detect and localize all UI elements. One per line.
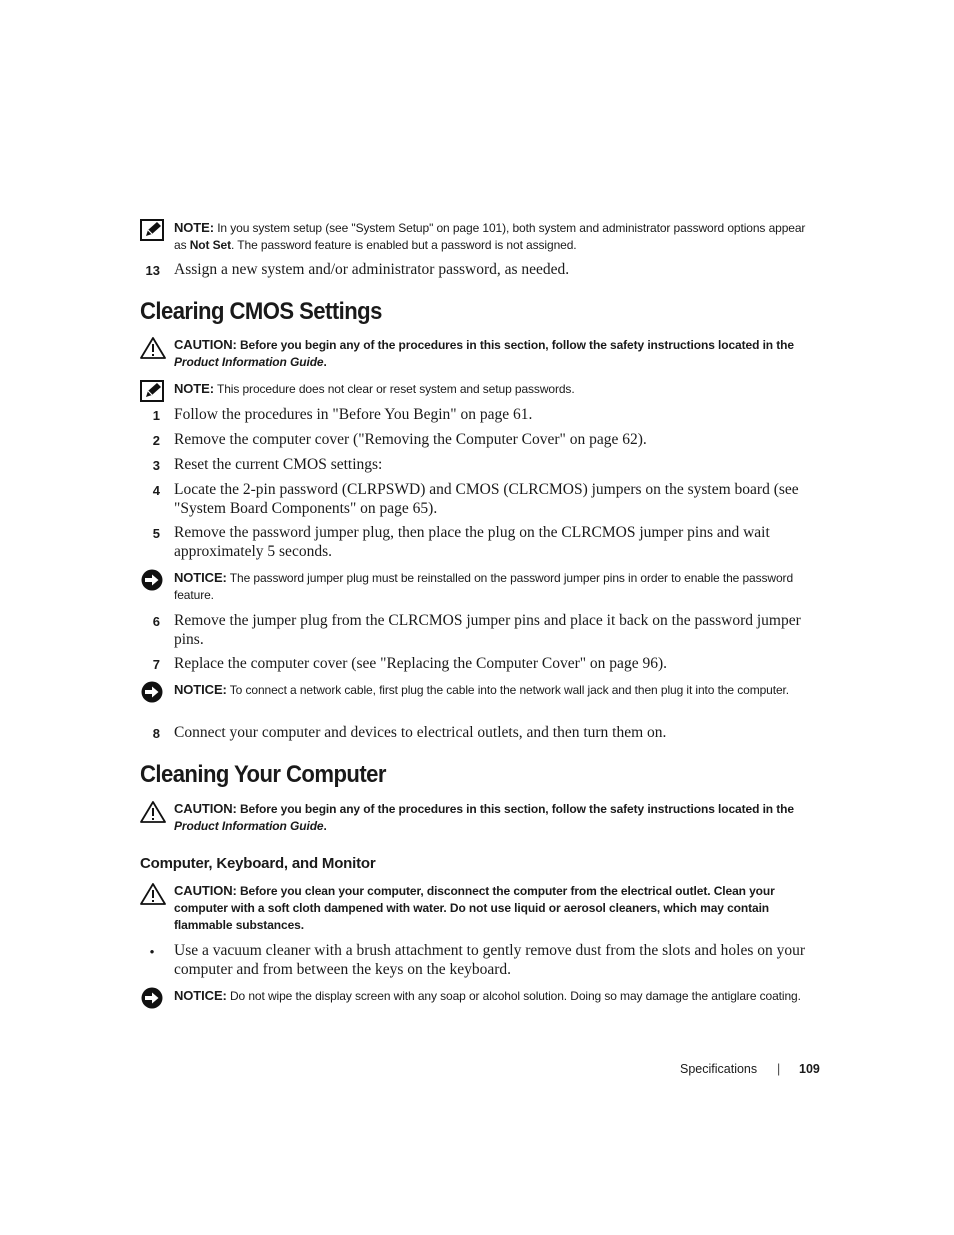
step-text: Follow the procedures in "Before You Begin" on page 61. [174,406,533,423]
product-information-guide: Product Information Guide [174,819,324,833]
notice-label: NOTICE: [174,682,227,697]
step-number: 3 [152,458,160,473]
caution-safety-2 [140,800,820,836]
caution-label: CAUTION: [174,801,237,816]
footer-separator: | [777,1062,781,1076]
step-text: Reset the current CMOS settings: [174,456,383,473]
pencil-note-icon [140,380,166,404]
notice-arrow-icon [140,987,166,1011]
section-heading-cleaning-computer: Cleaning Your Computer [140,761,386,788]
caution-body: Before you clean your computer, disconnect the computer from the electrical outlet. Clean your computer with a soft cloth dampened with water. Do not use liquid or aerosol cleaners, which may contain flammable substances. [174,884,775,932]
note-not-set: Not Set [189,238,232,252]
caution-period: . [323,819,327,833]
footer-section-name: Specifications [680,1062,758,1076]
caution-body: Before you begin any of the procedures in this section, follow the safety instructions located in the [239,338,794,352]
step-text: Remove the jumper plug from the CLRCMOS jumper pins and place it back on the password jumper pins. [174,612,801,648]
notice-text [174,569,820,604]
step-number: 2 [152,433,160,448]
note-text [174,219,820,254]
step-number: 1 [152,408,160,423]
section-heading-clearing-cmos: Clearing CMOS Settings [140,298,382,325]
pencil-note-icon [140,219,166,243]
step-text: Remove the password jumper plug, then place the plug on the CLRCMOS jumper pins and wait approximately 5 seconds. [174,524,770,560]
warning-triangle-icon [140,882,166,906]
caution-text [174,882,820,934]
step-number: 8 [152,726,160,741]
notice-label: NOTICE: [174,570,227,585]
warning-triangle-icon [140,336,166,360]
bullet-text: Use a vacuum cleaner with a brush attachment to gently remove dust from the slots and holes on your computer and from between the keys on the keyboard. [174,942,806,978]
step-text: Locate the 2-pin password (CLRPSWD) and CMOS (CLRCMOS) jumpers on the system board (see "System Board Components" on page 65). [174,481,799,517]
caution-safety-1 [140,336,820,372]
step-number: 7 [152,657,160,672]
notice-text [174,987,820,1005]
subsection-heading-keyboard-monitor: Computer, Keyboard, and Monitor [140,855,376,872]
note-body: In you system setup (see "System Setup" on page 101), both system and administrator password options appear as [174,221,806,252]
note-cmos-procedure [140,380,820,400]
note-body: This procedure does not clear or reset system and setup passwords. [216,382,575,396]
notice-arrow-icon [140,681,166,705]
step-number: 5 [152,526,160,541]
step-text: Assign a new system and/or administrator password, as needed. [174,261,570,278]
step-text: Replace the computer cover (see "Replacing the Computer Cover" on page 96). [174,655,667,672]
caution-label: CAUTION: [174,337,237,352]
notice-body: To connect a network cable, first plug the cable into the network wall jack and then plug it into the computer. [229,683,790,697]
page-number: 109 [799,1062,820,1076]
notice-body: The password jumper plug must be reinstalled on the password jumper pins in order to enable the password feature. [174,571,794,602]
note-system-setup [140,219,820,255]
caution-text [174,336,820,371]
step-text: Connect your computer and devices to electrical outlets, and then turn them on. [174,724,667,741]
caution-cleaning [140,882,820,936]
caution-body: Before you begin any of the procedures in this section, follow the safety instructions located in the [239,802,794,816]
step-number: 4 [152,483,160,498]
step-number: 13 [145,263,160,278]
note-label: NOTE: [174,220,214,235]
note-label: NOTE: [174,381,214,396]
note-text [174,380,820,398]
notice-jumper-plug [140,569,820,605]
warning-triangle-icon [140,800,166,824]
caution-period: . [323,355,327,369]
notice-label: NOTICE: [174,988,227,1003]
notice-display-screen [140,987,820,1023]
step-number: 6 [152,614,160,629]
caution-label: CAUTION: [174,883,237,898]
product-information-guide: Product Information Guide [174,355,324,369]
bullet-mark: • [149,944,155,959]
notice-network-cable [140,681,820,717]
note-body-end: . The password feature is enabled but a password is not assigned. [231,238,577,252]
notice-arrow-icon [140,569,166,593]
step-text: Remove the computer cover ("Removing the Computer Cover" on page 62). [174,431,647,448]
notice-text [174,681,820,699]
caution-text [174,800,820,835]
notice-body: Do not wipe the display screen with any soap or alcohol solution. Doing so may damage the antiglare coating. [229,989,801,1003]
